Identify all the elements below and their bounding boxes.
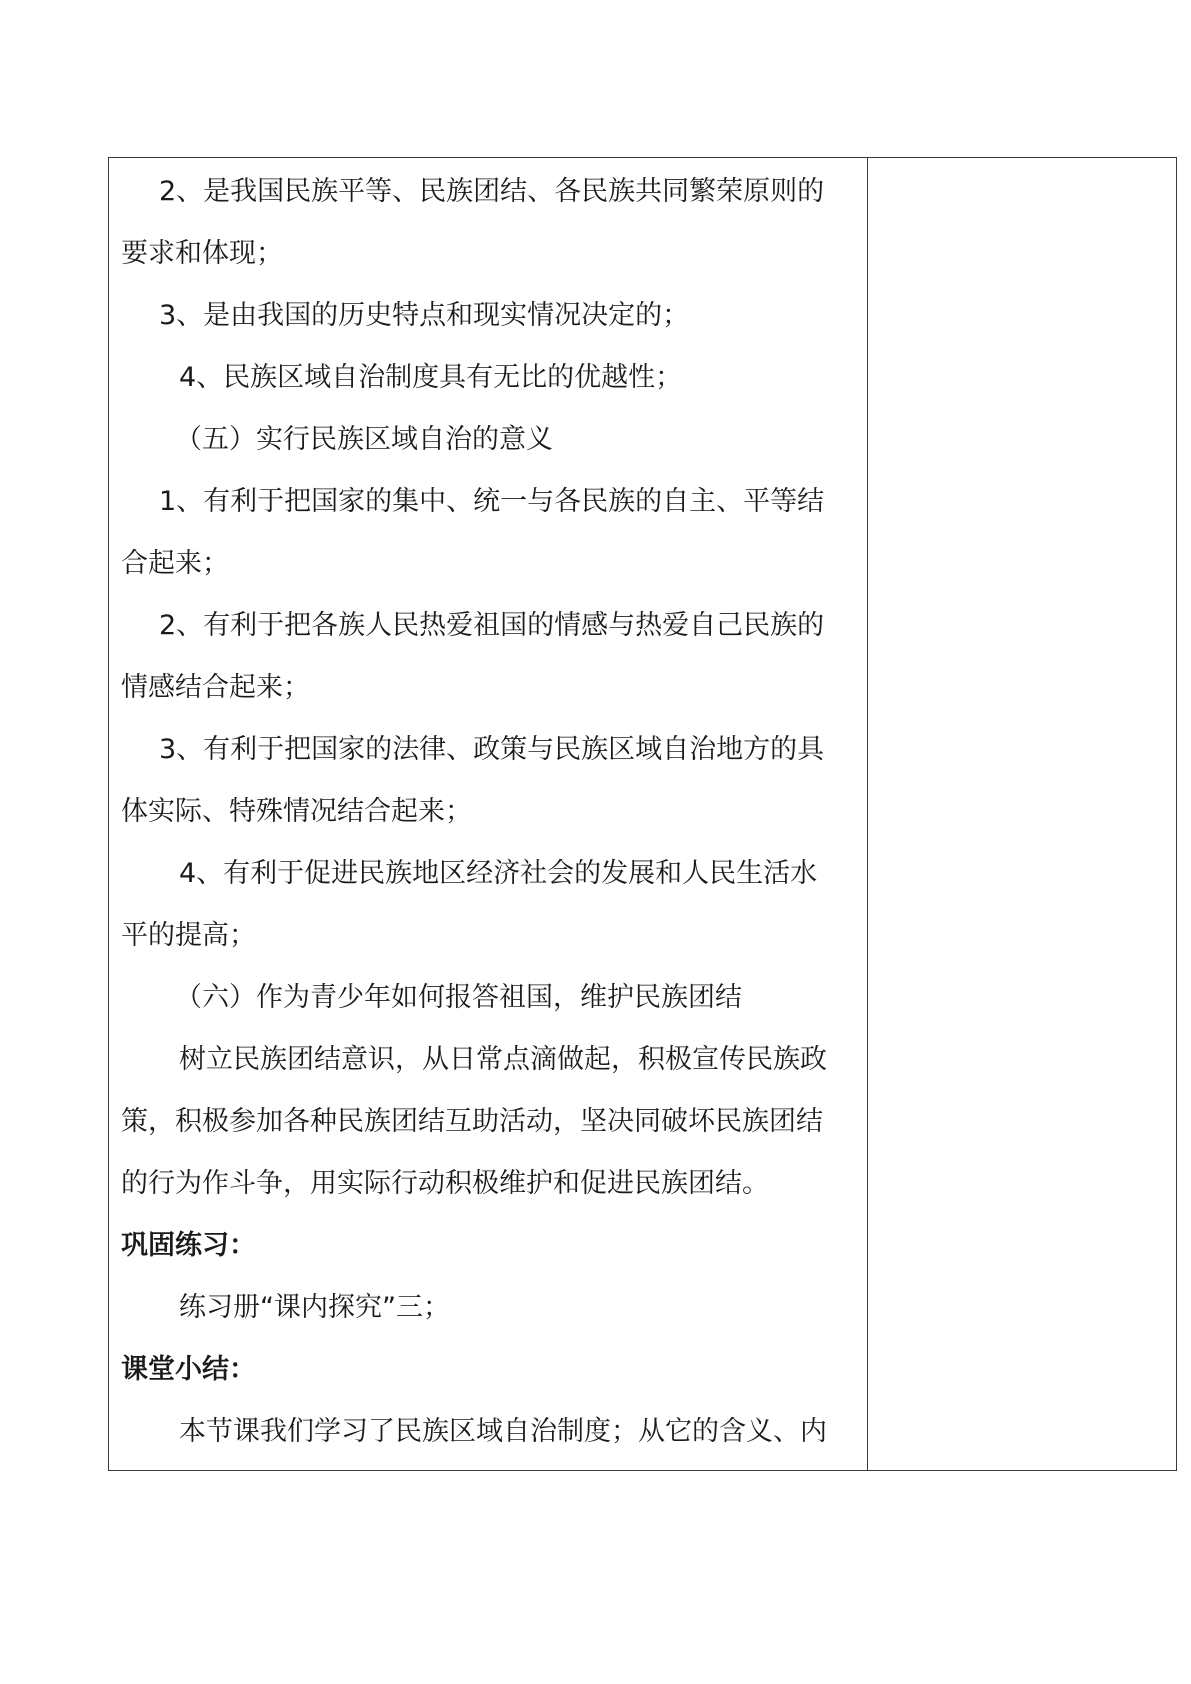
text-line: 合起来； [121, 548, 229, 579]
text-line: 策，积极参加各种民族团结互助活动，坚决同破坏民族团结 [121, 1106, 823, 1137]
section-heading: （五）实行民族区域自治的意义 [175, 424, 553, 455]
content-cell [109, 158, 867, 1470]
column-divider [867, 158, 868, 1470]
text-line: 平的提高； [121, 920, 256, 951]
text-line: 2、是我国民族平等、民族团结、各民族共同繁荣原则的 [159, 176, 825, 207]
text-line: 情感结合起来； [121, 672, 310, 703]
text-line: 要求和体现； [121, 238, 283, 269]
text-line: 3、是由我国的历史特点和现实情况决定的； [159, 300, 690, 331]
text-line: 体实际、特殊情况结合起来； [121, 796, 472, 827]
text-line: 2、有利于把各族人民热爱祖国的情感与热爱自己民族的 [159, 610, 825, 641]
text-line: 1、有利于把国家的集中、统一与各民族的自主、平等结 [159, 486, 825, 517]
lesson-table [108, 157, 1177, 1471]
text-line: 的行为作斗争，用实际行动积极维护和促进民族团结。 [121, 1168, 769, 1199]
text-line: 练习册“课内探究”三； [179, 1292, 450, 1323]
text-line: 3、有利于把国家的法律、政策与民族区域自治地方的具 [159, 734, 825, 765]
text-line: 4、有利于促进民族地区经济社会的发展和人民生活水 [179, 858, 818, 889]
summary-heading: 课堂小结： [121, 1354, 256, 1385]
text-line: 4、民族区域自治制度具有无比的优越性； [179, 362, 683, 393]
text-line: 树立民族团结意识，从日常点滴做起，积极宣传民族政 [179, 1044, 827, 1075]
text-line: 本节课我们学习了民族区域自治制度；从它的含义、内 [179, 1416, 827, 1447]
notes-cell [869, 158, 1176, 1470]
section-heading: （六）作为青少年如何报答祖国，维护民族团结 [175, 982, 742, 1013]
practice-heading: 巩固练习： [121, 1230, 256, 1261]
